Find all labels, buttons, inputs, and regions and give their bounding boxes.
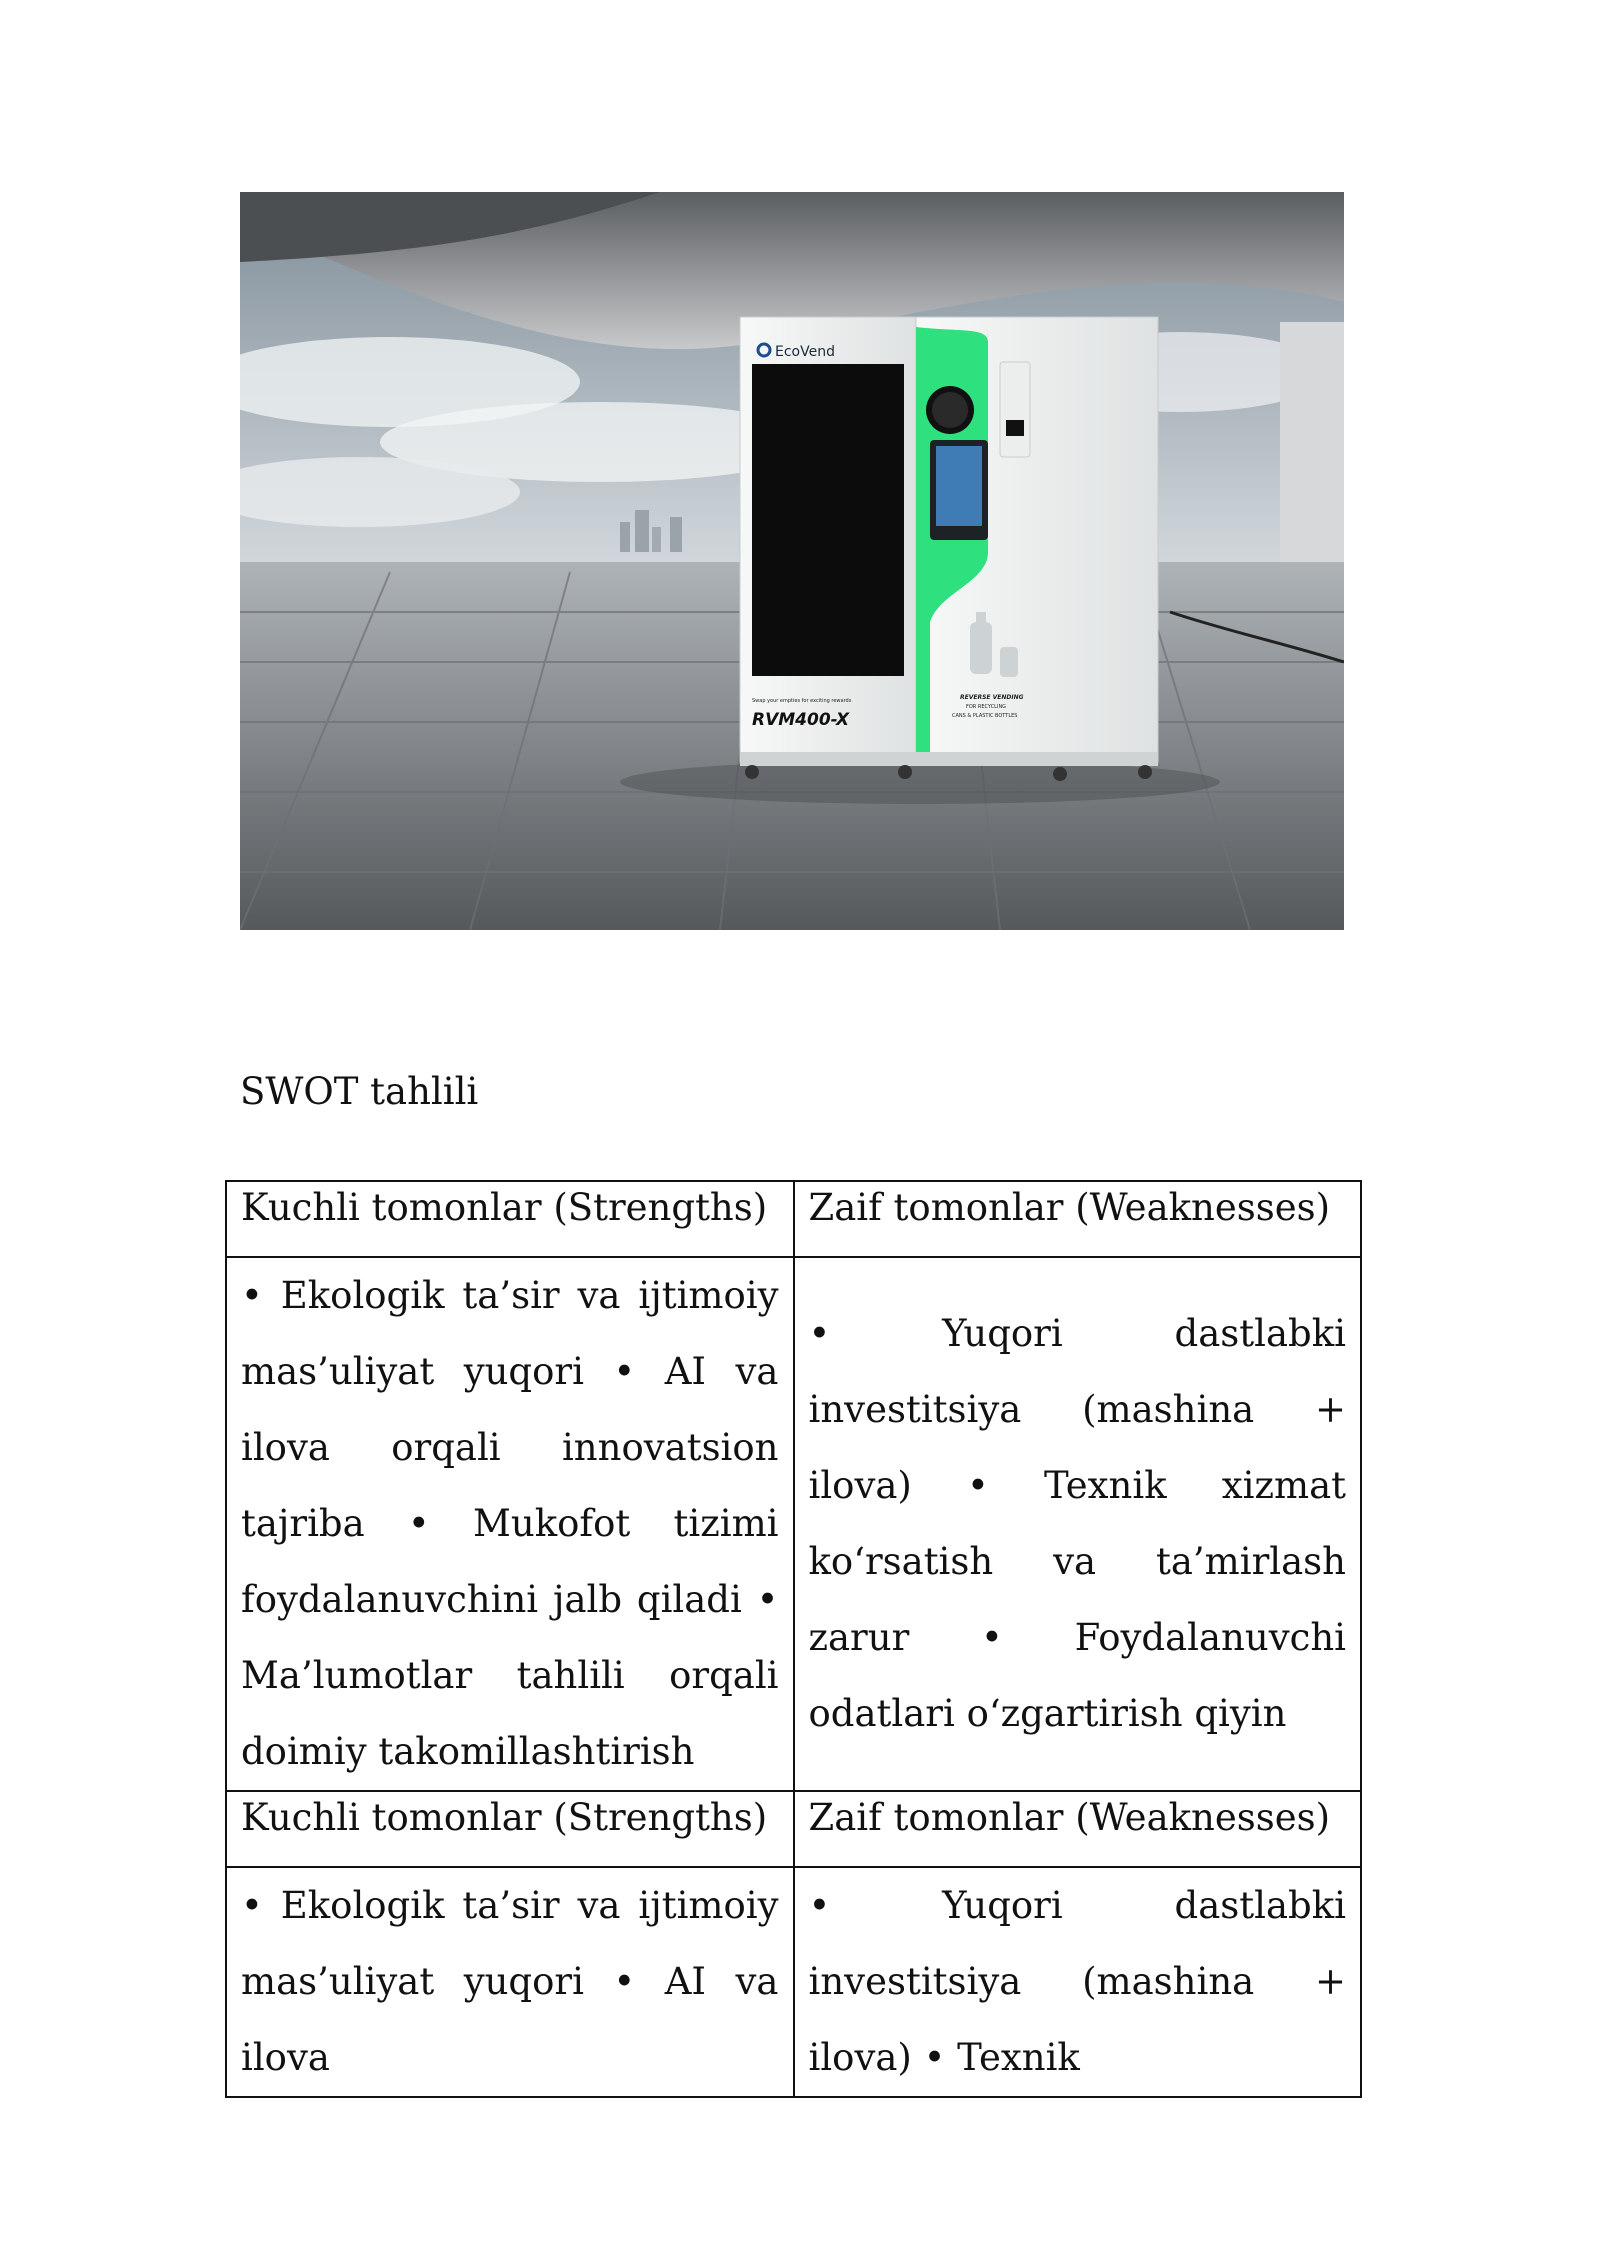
strengths-header: Kuchli tomonlar (Strengths) xyxy=(226,1181,794,1257)
reverse-vending-machine-image xyxy=(240,192,1344,930)
table-row xyxy=(226,1867,1361,2097)
strengths-cell: • Ekologik ta’sir va ijtimoiy mas’uliyat yuqori • AI va ilova xyxy=(226,1867,794,2097)
table-row xyxy=(226,1257,1361,1791)
weaknesses-cell: • Yuqori dastlabki investitsiya (mashina + ilova) • Texnik xizmat ko‘rsatish va ta’mirlash zarur • Foydalanuvchi odatlari o‘zgartirish qiyin xyxy=(794,1257,1362,1791)
weaknesses-cell: • Yuqori dastlabki investitsiya (mashina + ilova) • Texnik xyxy=(794,1867,1362,2097)
strengths-cell: • Ekologik ta’sir va ijtimoiy mas’uliyat yuqori • AI va ilova orqali innovatsion tajriba • Mukofot tizimi foydalanuvchini jalb qiladi • Ma’lumotlar tahlili orqali doimiy takomillashtirish xyxy=(226,1257,794,1791)
section-heading: SWOT tahlili xyxy=(240,1070,479,1113)
machine-tagline: Swap your empties for exciting rewards xyxy=(752,698,852,704)
product-photo xyxy=(240,192,1344,930)
table-row xyxy=(226,1181,1361,1257)
strengths-header: Kuchli tomonlar (Strengths) xyxy=(226,1791,794,1867)
brand-logo-text: EcoVend xyxy=(775,344,835,360)
machine-model: RVM400-X xyxy=(752,710,850,730)
machine-side-text-2: FOR RECYCLING xyxy=(966,704,1007,710)
machine-side-text-1: REVERSE VENDING xyxy=(960,694,1024,701)
swot-table xyxy=(225,1180,1362,2098)
weaknesses-header: Zaif tomonlar (Weaknesses) xyxy=(794,1181,1362,1257)
weaknesses-header: Zaif tomonlar (Weaknesses) xyxy=(794,1791,1362,1867)
table-row xyxy=(226,1791,1361,1867)
machine-side-text-3: CANS & PLASTIC BOTTLES xyxy=(952,713,1018,719)
